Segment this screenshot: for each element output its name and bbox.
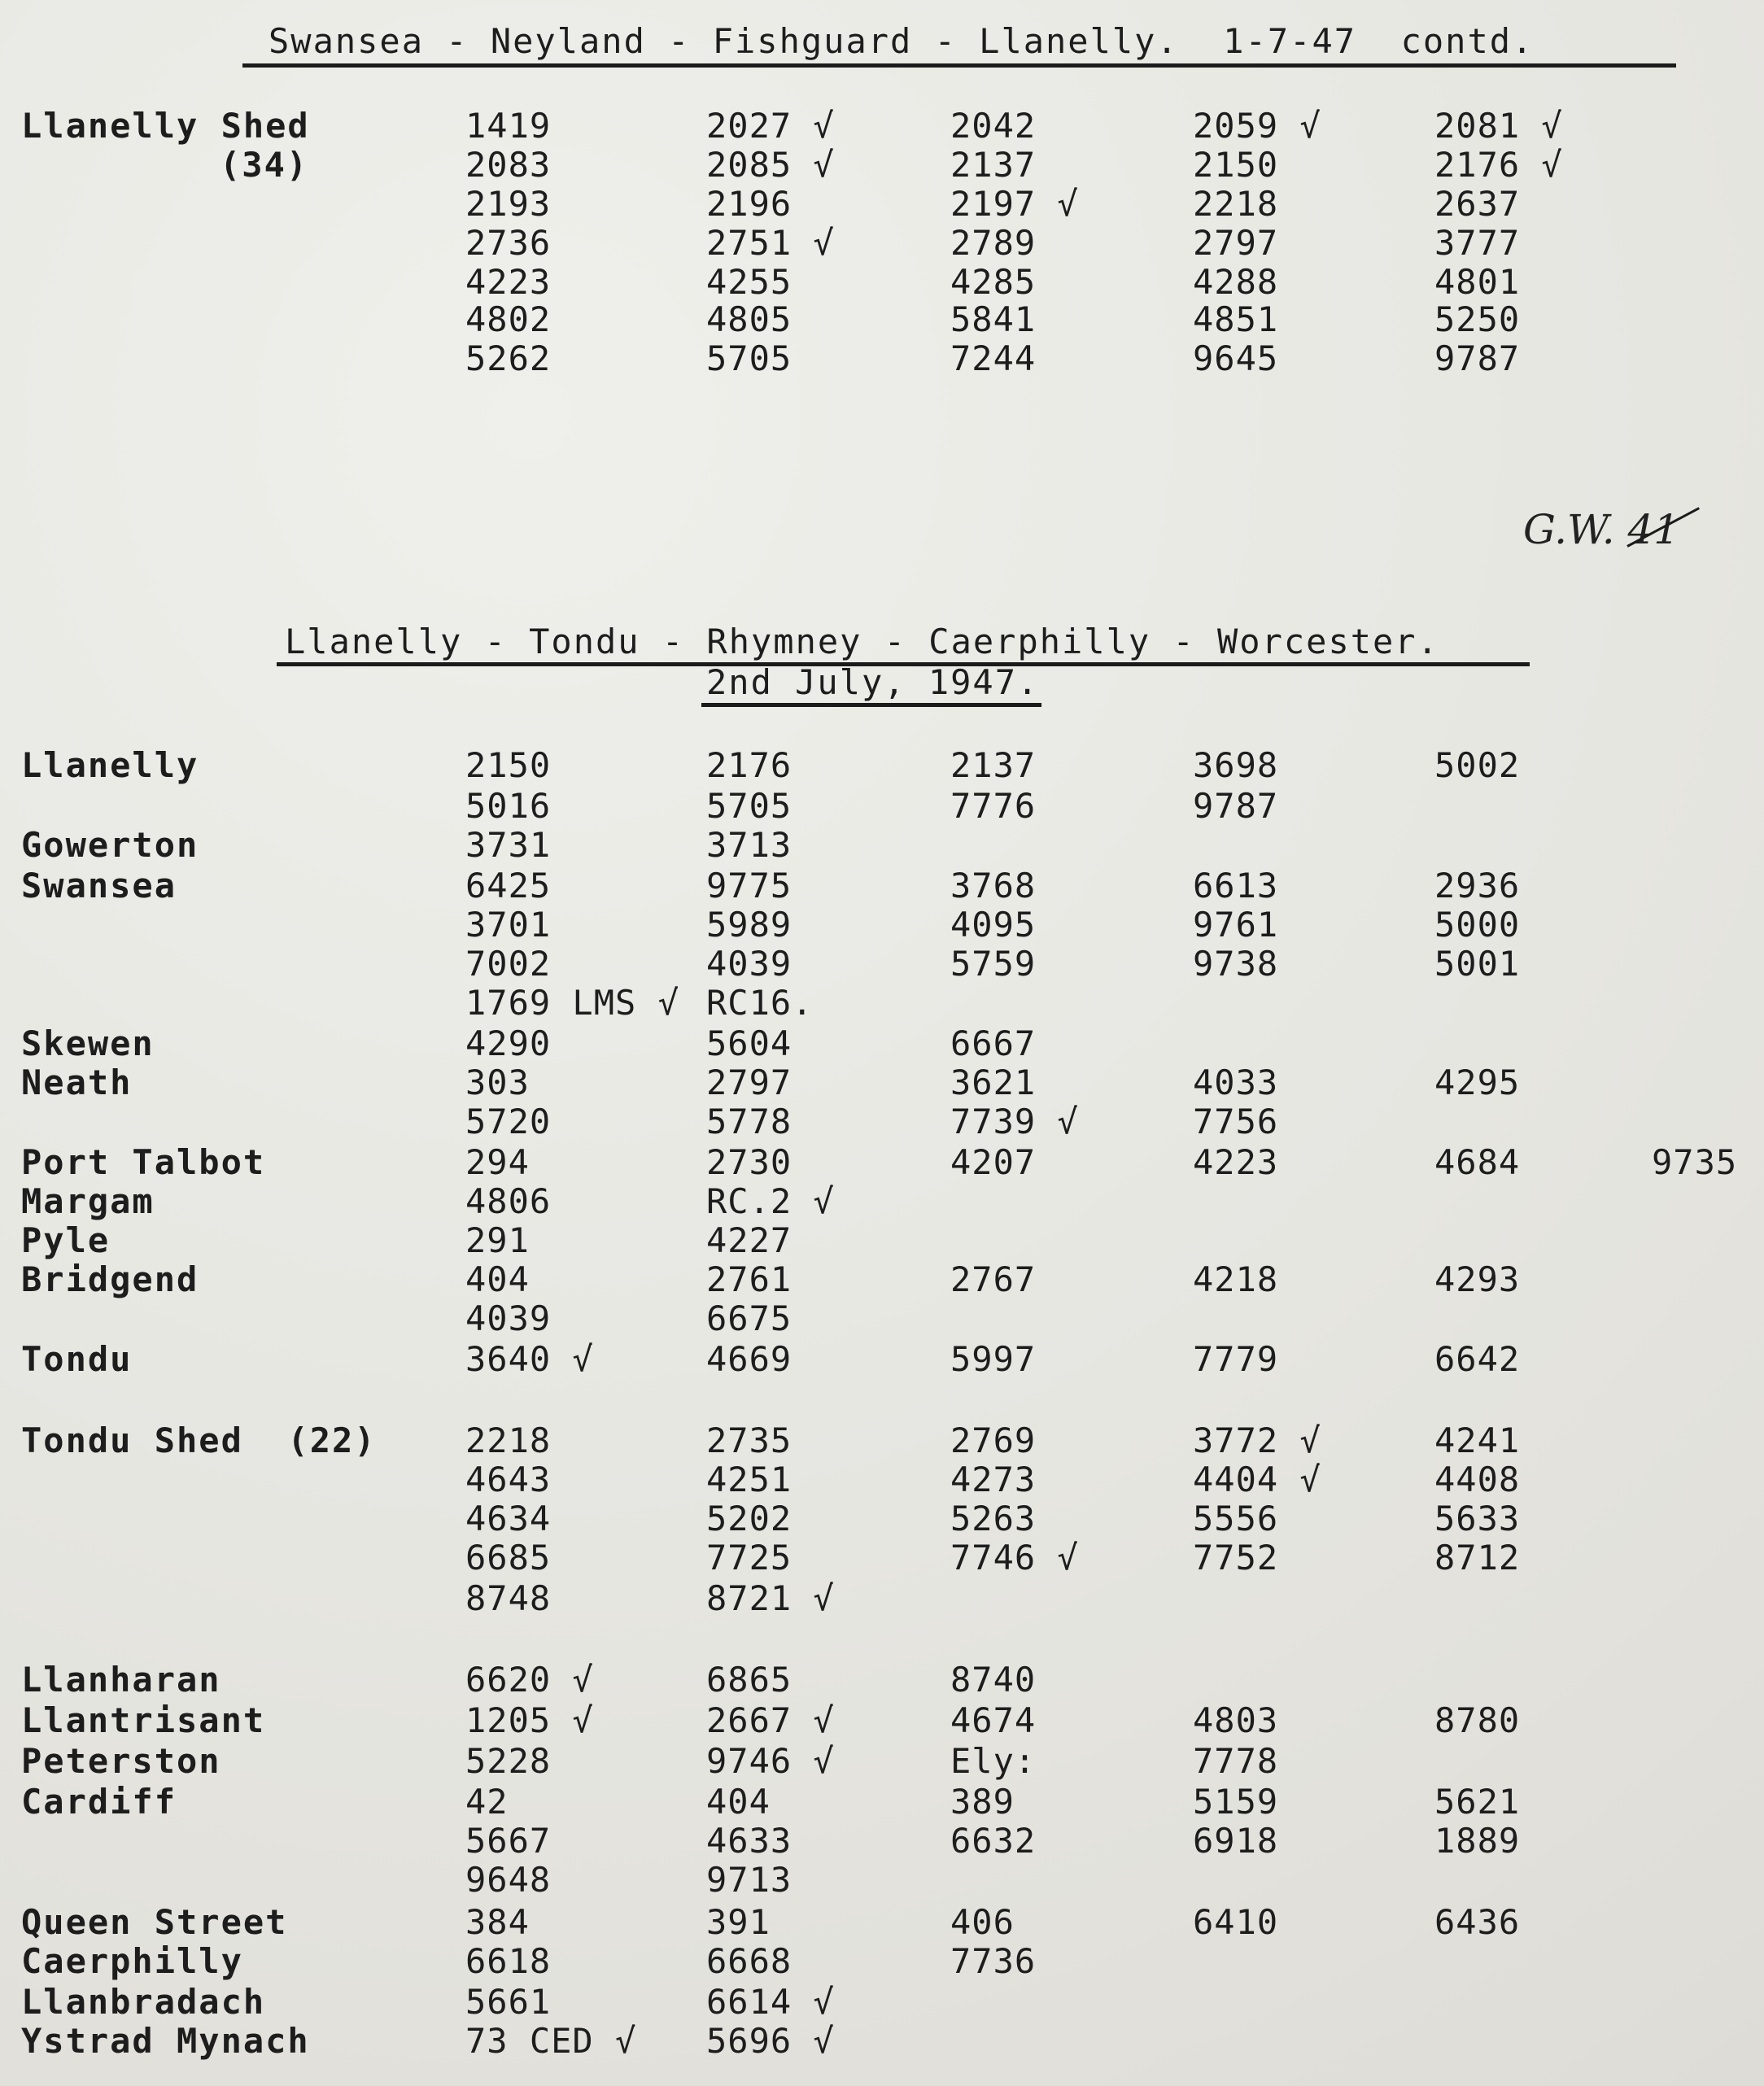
table-row	[0, 1420, 1764, 1460]
station-label: Tondu	[21, 1339, 133, 1379]
engine-number: 2059 √	[1193, 106, 1321, 146]
table-row	[0, 745, 1764, 785]
station-label: Swansea	[21, 866, 177, 906]
engine-number: 4095	[950, 905, 1037, 945]
engine-number: 2193	[465, 184, 552, 224]
engine-number: 2027 √	[706, 106, 835, 146]
engine-number: 2196	[706, 184, 792, 224]
engine-number: 5202	[706, 1499, 792, 1538]
engine-number: 9713	[706, 1860, 792, 1900]
engine-number: 4802	[465, 299, 552, 339]
engine-number: 2797	[706, 1063, 792, 1102]
engine-number: 6436	[1434, 1902, 1521, 1942]
engine-number: 4207	[950, 1142, 1037, 1182]
engine-number: 2767	[950, 1259, 1037, 1299]
engine-number: 5696 √	[706, 2021, 835, 2061]
engine-number: 5720	[465, 1102, 552, 1141]
engine-number: 6918	[1193, 1821, 1279, 1861]
engine-number: 4255	[706, 262, 792, 302]
table-row	[0, 905, 1764, 945]
engine-number: 9787	[1434, 338, 1521, 378]
engine-number: 5705	[706, 338, 792, 378]
station-label: Skewen	[21, 1023, 155, 1063]
engine-number: 384	[465, 1902, 530, 1942]
engine-number: 303	[465, 1063, 530, 1102]
engine-number: 7752	[1193, 1538, 1279, 1578]
engine-number: 2197 √	[950, 184, 1079, 224]
engine-number: 5841	[950, 299, 1037, 339]
engine-number: 9761	[1193, 905, 1279, 945]
engine-number: 3640 √	[465, 1339, 594, 1379]
table-row	[0, 1578, 1764, 1618]
engine-number: 3698	[1193, 745, 1279, 785]
engine-number: Ely:	[950, 1741, 1037, 1781]
table-row	[0, 1259, 1764, 1299]
engine-number: 4227	[706, 1220, 792, 1260]
table-row	[0, 106, 1764, 146]
engine-number: 6685	[465, 1538, 552, 1578]
engine-number: 7244	[950, 338, 1037, 378]
engine-number: 6613	[1193, 866, 1279, 906]
table-row	[0, 1741, 1764, 1781]
engine-number: 4285	[950, 262, 1037, 302]
station-label: Tondu Shed (22)	[21, 1420, 377, 1460]
table-row	[0, 1298, 1764, 1338]
engine-number: 391	[706, 1902, 771, 1942]
station-label: Peterston	[21, 1741, 221, 1781]
table-row	[0, 1499, 1764, 1538]
table-row	[0, 262, 1764, 302]
table-row	[0, 786, 1764, 826]
engine-number: 4669	[706, 1339, 792, 1379]
station-label: Llanelly Shed	[21, 106, 310, 146]
engine-number: 7776	[950, 786, 1037, 826]
engine-number: 2936	[1434, 866, 1521, 906]
station-label: (34)	[220, 145, 309, 185]
table-row	[0, 1460, 1764, 1499]
engine-number: 5633	[1434, 1499, 1521, 1538]
engine-number: RC16.	[706, 983, 814, 1023]
engine-number: 9645	[1193, 338, 1279, 378]
engine-number: 9775	[706, 866, 792, 906]
section1-title: Swansea - Neyland - Fishguard - Llanelly. 1-7-47 contd.	[269, 21, 1535, 61]
engine-number: 8712	[1434, 1538, 1521, 1578]
engine-number: 9648	[465, 1860, 552, 1900]
engine-number: 6620 √	[465, 1660, 594, 1700]
engine-number: 2218	[1193, 184, 1279, 224]
engine-number: 1889	[1434, 1821, 1521, 1861]
engine-number: 5159	[1193, 1782, 1279, 1822]
station-label: Bridgend	[21, 1259, 199, 1299]
engine-number: 2761	[706, 1259, 792, 1299]
engine-number: 4251	[706, 1460, 792, 1499]
engine-number: 6618	[465, 1941, 552, 1981]
engine-number: 5001	[1434, 944, 1521, 984]
engine-number: 2137	[950, 145, 1037, 185]
engine-number: 406	[950, 1902, 1015, 1942]
engine-number: 4408	[1434, 1460, 1521, 1499]
station-label: Llantrisant	[21, 1700, 266, 1740]
engine-number: 291	[465, 1220, 530, 1260]
engine-number: 3713	[706, 825, 792, 865]
engine-number: 2137	[950, 745, 1037, 785]
engine-number: 5778	[706, 1102, 792, 1141]
engine-number: 7739 √	[950, 1102, 1079, 1141]
engine-number: 2218	[465, 1420, 552, 1460]
engine-number: 8780	[1434, 1700, 1521, 1740]
engine-number: 6668	[706, 1941, 792, 1981]
engine-number: 2176	[706, 745, 792, 785]
station-label: Port Talbot	[21, 1142, 266, 1182]
engine-number: 8740	[950, 1660, 1037, 1700]
station-label: Gowerton	[21, 825, 199, 865]
engine-number: 7725	[706, 1538, 792, 1578]
engine-number: 4223	[1193, 1142, 1279, 1182]
section2-subtitle: 2nd July, 1947.	[706, 662, 1040, 702]
engine-number: 7779	[1193, 1339, 1279, 1379]
engine-number: 3621	[950, 1063, 1037, 1102]
engine-number: 6865	[706, 1660, 792, 1700]
table-row	[0, 145, 1764, 185]
engine-number: 4293	[1434, 1259, 1521, 1299]
engine-number: 1769 LMS √	[465, 983, 679, 1023]
table-row	[0, 1660, 1764, 1700]
engine-number: 4295	[1434, 1063, 1521, 1102]
table-row	[0, 338, 1764, 378]
engine-number: 5000	[1434, 905, 1521, 945]
engine-number: 7778	[1193, 1741, 1279, 1781]
engine-number: 5989	[706, 905, 792, 945]
table-row	[0, 1982, 1764, 2022]
engine-number: 2789	[950, 223, 1037, 263]
engine-number: 5705	[706, 786, 792, 826]
engine-number: 9738	[1193, 944, 1279, 984]
engine-number: 9787	[1193, 786, 1279, 826]
table-row	[0, 1063, 1764, 1102]
engine-number: 7756	[1193, 1102, 1279, 1141]
engine-number: 3768	[950, 866, 1037, 906]
section2-title: Llanelly - Tondu - Rhymney - Caerphilly - Worcester.	[285, 622, 1439, 661]
station-label: Llanbradach	[21, 1982, 266, 2022]
table-row	[0, 1941, 1764, 1981]
engine-number: 4674	[950, 1700, 1037, 1740]
engine-number: 2730	[706, 1142, 792, 1182]
engine-number: 2769	[950, 1420, 1037, 1460]
engine-number: 7746 √	[950, 1538, 1079, 1578]
table-row	[0, 944, 1764, 984]
engine-number: 2797	[1193, 223, 1279, 263]
engine-number: 389	[950, 1782, 1015, 1822]
table-row	[0, 2021, 1764, 2061]
table-row	[0, 1902, 1764, 1942]
engine-number: 2150	[1193, 145, 1279, 185]
engine-number: 5002	[1434, 745, 1521, 785]
table-row	[0, 825, 1764, 865]
engine-number: RC.2 √	[706, 1181, 835, 1221]
engine-number: 2735	[706, 1420, 792, 1460]
engine-number: 2081 √	[1434, 106, 1563, 146]
table-row	[0, 866, 1764, 906]
engine-number: 4223	[465, 262, 552, 302]
engine-number: 5228	[465, 1741, 552, 1781]
engine-number: 404	[706, 1782, 771, 1822]
table-row	[0, 1220, 1764, 1260]
engine-number: 2751 √	[706, 223, 835, 263]
engine-number: 6642	[1434, 1339, 1521, 1379]
engine-number: 5016	[465, 786, 552, 826]
engine-number: 6675	[706, 1298, 792, 1338]
table-row	[0, 1782, 1764, 1822]
engine-number: 3731	[465, 825, 552, 865]
engine-number: 42	[465, 1782, 509, 1822]
engine-number: 4039	[465, 1298, 552, 1338]
engine-number: 4273	[950, 1460, 1037, 1499]
engine-number: 4218	[1193, 1259, 1279, 1299]
table-row	[0, 1023, 1764, 1063]
engine-number: 7002	[465, 944, 552, 984]
table-row	[0, 983, 1764, 1023]
table-row	[0, 1142, 1764, 1182]
engine-number: 2085 √	[706, 145, 835, 185]
engine-number: 3701	[465, 905, 552, 945]
engine-number: 6614 √	[706, 1982, 835, 2022]
engine-number: 4288	[1193, 262, 1279, 302]
engine-number: 73 CED √	[465, 2021, 637, 2061]
engine-number: 2637	[1434, 184, 1521, 224]
station-label: Cardiff	[21, 1782, 177, 1822]
engine-number: 2083	[465, 145, 552, 185]
table-row	[0, 1821, 1764, 1861]
station-label: Queen Street	[21, 1902, 288, 1942]
engine-number: 4643	[465, 1460, 552, 1499]
station-label: Caerphilly	[21, 1941, 243, 1981]
station-label: Margam	[21, 1181, 155, 1221]
table-row	[0, 1102, 1764, 1141]
engine-number: 5759	[950, 944, 1037, 984]
engine-number: 5621	[1434, 1782, 1521, 1822]
engine-number: 5667	[465, 1821, 552, 1861]
engine-number: 5250	[1434, 299, 1521, 339]
engine-number: 404	[465, 1259, 530, 1299]
table-row	[0, 1860, 1764, 1900]
engine-number: 4805	[706, 299, 792, 339]
table-row	[0, 223, 1764, 263]
engine-number: 6667	[950, 1023, 1037, 1063]
engine-number: 4033	[1193, 1063, 1279, 1102]
station-label: Llanelly	[21, 745, 199, 785]
engine-number: 5997	[950, 1339, 1037, 1379]
engine-number: 4801	[1434, 262, 1521, 302]
engine-number: 8748	[465, 1578, 552, 1618]
table-row	[0, 1538, 1764, 1578]
engine-number: 6410	[1193, 1902, 1279, 1942]
engine-number: 3772 √	[1193, 1420, 1321, 1460]
engine-number: 5262	[465, 338, 552, 378]
engine-number: 2042	[950, 106, 1037, 146]
engine-number: 9735	[1652, 1142, 1738, 1182]
engine-number: 5661	[465, 1982, 552, 2022]
engine-number: 1205 √	[465, 1700, 594, 1740]
engine-number: 5263	[950, 1499, 1037, 1538]
engine-number: 2150	[465, 745, 552, 785]
engine-number: 294	[465, 1142, 530, 1182]
engine-number: 1419	[465, 106, 552, 146]
engine-number: 4806	[465, 1181, 552, 1221]
engine-number: 4241	[1434, 1420, 1521, 1460]
station-label: Llanharan	[21, 1660, 221, 1700]
table-row	[0, 1181, 1764, 1221]
engine-number: 8721 √	[706, 1578, 835, 1618]
engine-number: 4039	[706, 944, 792, 984]
engine-number: 6425	[465, 866, 552, 906]
engine-number: 4684	[1434, 1142, 1521, 1182]
engine-number: 2667 √	[706, 1700, 835, 1740]
handwritten-annotation: G.W. 41	[1523, 506, 1680, 553]
table-row	[0, 184, 1764, 224]
engine-number: 4290	[465, 1023, 552, 1063]
engine-number: 7736	[950, 1941, 1037, 1981]
station-label: Ystrad Mynach	[21, 2021, 310, 2061]
engine-number: 6632	[950, 1821, 1037, 1861]
engine-number: 3777	[1434, 223, 1521, 263]
table-row	[0, 1700, 1764, 1740]
engine-number: 4404 √	[1193, 1460, 1321, 1499]
engine-number: 2736	[465, 223, 552, 263]
engine-number: 5604	[706, 1023, 792, 1063]
section2-subtitle-underline	[701, 703, 1041, 707]
engine-number: 5556	[1193, 1499, 1279, 1538]
engine-number: 2176 √	[1434, 145, 1563, 185]
engine-number: 4803	[1193, 1700, 1279, 1740]
table-row	[0, 1339, 1764, 1379]
station-label: Pyle	[21, 1220, 111, 1260]
station-label: Neath	[21, 1063, 133, 1102]
engine-number: 4851	[1193, 299, 1279, 339]
engine-number: 4634	[465, 1499, 552, 1538]
engine-number: 9746 √	[706, 1741, 835, 1781]
table-row	[0, 299, 1764, 339]
engine-number: 4633	[706, 1821, 792, 1861]
section1-title-underline	[242, 63, 1676, 68]
